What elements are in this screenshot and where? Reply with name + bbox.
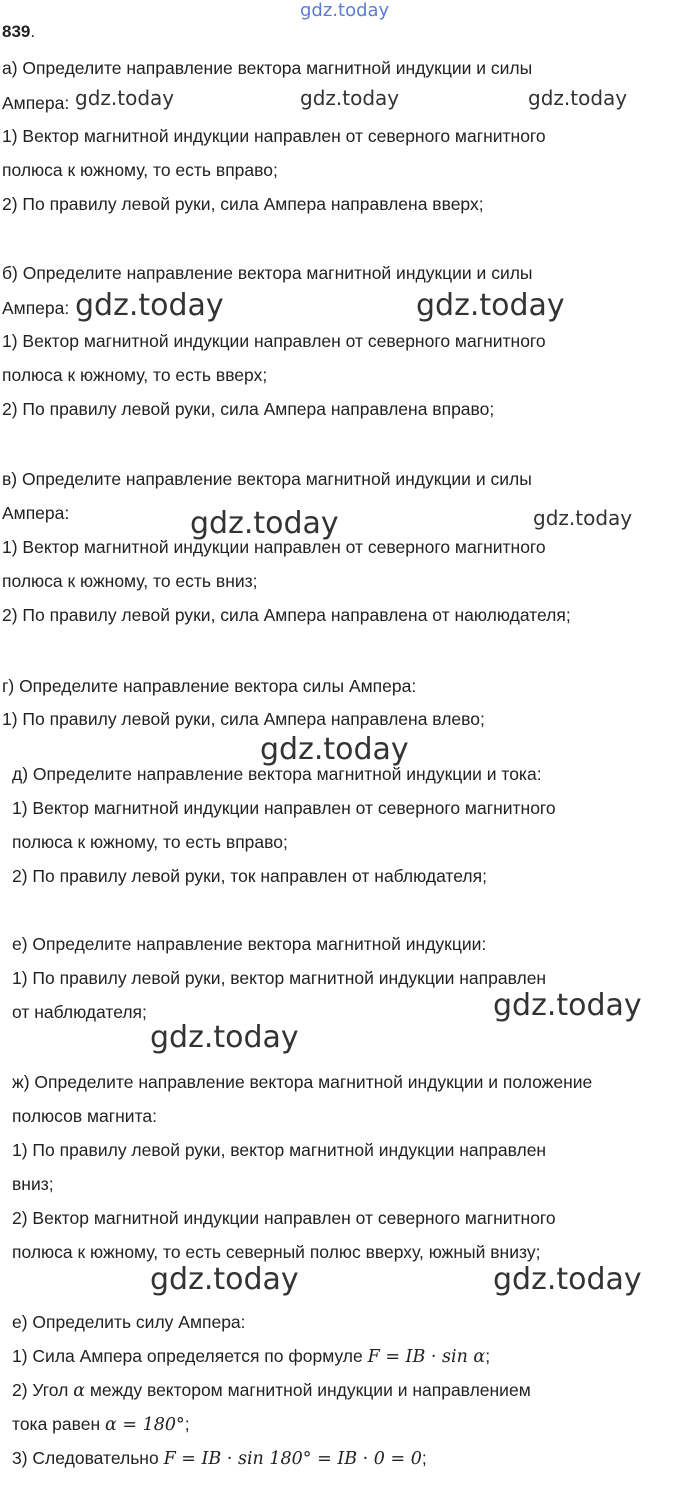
section-d-line: д) Определите направление вектора магнитной индукции и тока: [12,764,542,784]
section-zh-line: вниз; [12,1174,54,1194]
section-b-line: полюса к южному, то есть вверх; [2,365,268,385]
angle-symbol: α [73,1381,86,1401]
watermark-top: gdz.today [300,0,390,21]
section-g-line: г) Определите направление вектора силы Ампера: [2,676,417,696]
watermark: gdz.today [416,288,565,323]
section-v-line: в) Определите направление вектора магнитной индукции и силы [2,469,532,489]
section-d-line: 1) Вектор магнитной индукции направлен от северного магнитного [12,798,556,818]
section-d-line: полюса к южному, то есть вправо; [12,832,288,852]
watermark: gdz.today [493,988,642,1023]
section-g-line: 1) По правилу левой руки, сила Ампера направлена влево; [2,709,485,729]
watermark: gdz.today [150,1020,299,1055]
section-last-line: 2) Угол α между вектором магнитной индукции и направлением [12,1380,531,1401]
section-a-line: а) Определите направление вектора магнитной индукции и силы [2,58,533,78]
section-last-line: 3) Следовательно F = IB · sin 180° = IB · 0 = 0; [12,1448,427,1469]
section-e-line: е) Определите направление вектора магнитной индукции: [12,934,487,954]
section-zh-line: полюсов магнита: [12,1106,157,1126]
ampere-formula: F = IB · sin α [367,1347,486,1367]
section-b-line: Ампера: [2,298,70,318]
section-b-line: б) Определите направление вектора магнитной индукции и силы [2,263,533,283]
section-last-line: тока равен α = 180°; [12,1414,190,1435]
watermark: gdz.today [493,1262,642,1297]
section-d-line: 2) По правилу левой руки, ток направлен от наблюдателя; [12,866,487,886]
watermark: gdz.today [150,1262,299,1297]
section-zh-line: 2) Вектор магнитной индукции направлен от северного магнитного [12,1208,556,1228]
angle-value: α = 180° [105,1415,185,1435]
section-v-line: 2) По правилу левой руки, сила Ампера направлена от наюлюдателя; [2,605,571,625]
formula-intro: 1) Сила Ампера определяется по формуле [12,1346,368,1366]
section-last-line: 1) Сила Ампера определяется по формуле F = IB · sin α; [12,1346,491,1367]
section-a-line: Ампера: [2,93,70,113]
section-b-line: 2) По правилу левой руки, сила Ампера направлена вправо; [2,399,495,419]
watermark: gdz.today [533,506,633,530]
section-b-line: 1) Вектор магнитной индукции направлен от северного магнитного [2,331,546,351]
section-a-line: 1) Вектор магнитной индукции направлен от северного магнитного [2,126,546,146]
watermark: gdz.today [528,86,628,110]
section-e-line: от наблюдателя; [12,1002,147,1022]
section-zh-line: ж) Определите направление вектора магнитной индукции и положение [12,1072,593,1092]
section-a-line: полюса к южному, то есть вправо; [2,160,278,180]
result-formula: F = IB · sin 180° = IB · 0 = 0 [163,1449,422,1469]
section-e-line: 1) По правилу левой руки, вектор магнитной индукции направлен [12,968,547,988]
watermark: gdz.today [260,732,409,767]
section-zh-line: полюса к южному, то есть северный полюс вверху, южный внизу; [12,1242,541,1262]
section-last-line: е) Определить силу Ампера: [12,1312,246,1332]
watermark: gdz.today [75,86,175,110]
section-v-line: 1) Вектор магнитной индукции направлен от северного магнитного [2,537,546,557]
section-a-line: 2) По правилу левой руки, сила Ампера направлена вверх; [2,194,484,214]
section-zh-line: 1) По правилу левой руки, вектор магнитной индукции направлен [12,1140,547,1160]
watermark: gdz.today [190,506,339,541]
section-v-line: полюса к южному, то есть вниз; [2,571,258,591]
problem-number: 839. [2,22,36,41]
section-v-line: Ампера: [2,503,70,523]
watermark: gdz.today [75,288,224,323]
watermark: gdz.today [300,86,400,110]
